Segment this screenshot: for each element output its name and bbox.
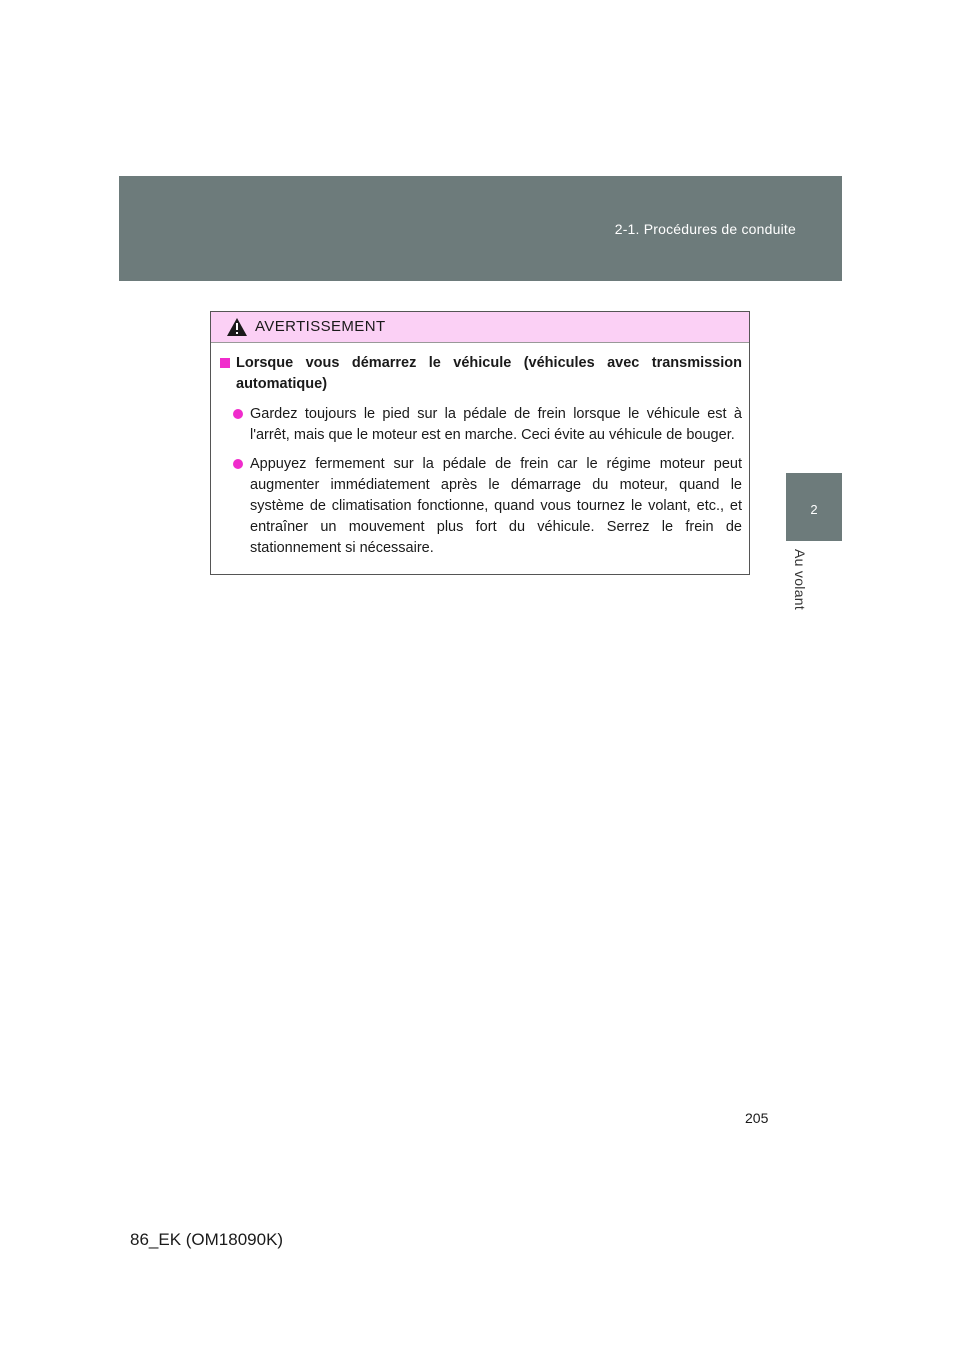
warning-body	[211, 343, 749, 559]
warning-triangle-icon	[226, 317, 248, 337]
warning-header	[211, 312, 749, 343]
warning-bullet-text: Gardez toujours le pied sur la pédale de frein lorsque le véhicule est à l'arrêt, mais que le moteur est en marche. Ceci évite au véhicule de bouger.	[250, 406, 742, 443]
warning-bullet-text: Appuyez fermement sur la pédale de frein car le régime moteur peut augmenter immédiatement après le démarrage du moteur, quand le système de climatisation fonctionne, quand vous tournez le volant, etc., et entraîner un mouvement plus fort du véhicule. Serrez le frein de stationnement si nécessaire.	[250, 456, 742, 556]
page-number: 205	[745, 1110, 769, 1126]
document-code: 86_EK (OM18090K)	[130, 1230, 284, 1249]
warning-box	[210, 311, 750, 575]
round-bullet-icon	[233, 459, 243, 469]
chapter-number: 2	[810, 502, 818, 517]
warning-bullet-item	[218, 404, 742, 446]
warning-title: AVERTISSEMENT	[255, 318, 386, 335]
warning-heading-row	[218, 353, 742, 395]
warning-heading: Lorsque vous démarrez le véhicule (véhicules avec transmission automatique)	[236, 355, 742, 392]
warning-bullet-item	[218, 454, 742, 559]
square-bullet-icon	[220, 358, 230, 368]
chapter-header-band	[119, 176, 842, 281]
section-title: 2-1. Procédures de conduite	[614, 221, 796, 237]
chapter-side-tab	[786, 473, 842, 541]
chapter-label: Au volant	[792, 549, 808, 611]
round-bullet-icon	[233, 409, 243, 419]
